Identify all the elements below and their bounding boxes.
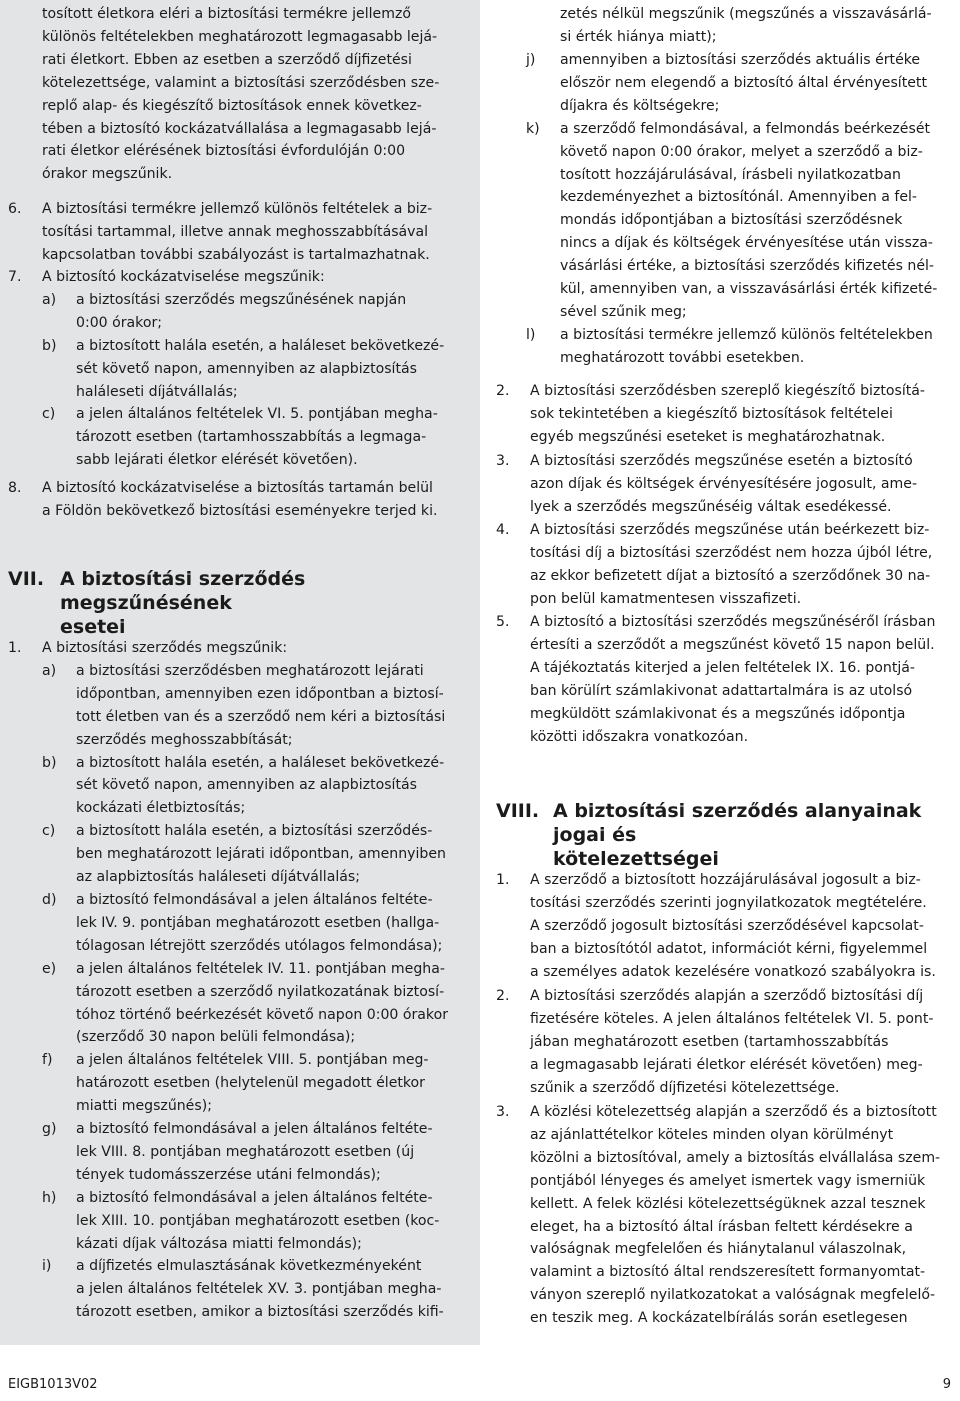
clause-text bbox=[530, 380, 958, 449]
sub-item-label: g) bbox=[42, 1121, 57, 1138]
text-line: sét követő napon, amennyiben az alapbiztosítás bbox=[76, 777, 417, 794]
text-line: pontjából lényeges és amelyet ismertek vagy ismerniük bbox=[530, 1172, 926, 1189]
sub-item bbox=[42, 820, 468, 889]
text-line: A biztosítási szerződés megszűnésének bbox=[60, 568, 306, 614]
text-line: en teszik meg. A kockázatelbírálás során esetlegesen bbox=[530, 1310, 908, 1327]
text-line: a legmagasabb lejárati életkor elérését követően) meg- bbox=[530, 1056, 923, 1073]
sub-item bbox=[42, 958, 468, 1050]
clause-6 bbox=[8, 198, 458, 267]
sub-item-label: a) bbox=[42, 662, 57, 679]
text-line: kötelezettségei bbox=[553, 848, 719, 870]
text-line: a Földön bekövetkező biztosítási eseményekre terjed ki. bbox=[42, 502, 438, 519]
text-line: a biztosított halála esetén, a haláleset bekövetkezé- bbox=[76, 337, 445, 354]
text-line: a jelen általános feltételek IV. 11. pontjában megha- bbox=[76, 960, 445, 977]
section-heading-viii bbox=[496, 799, 958, 871]
clause-number: 4. bbox=[496, 522, 510, 538]
sub-item-text bbox=[76, 752, 468, 821]
sub-item-text bbox=[76, 1255, 468, 1324]
clause-text bbox=[530, 611, 958, 748]
text-line: tározott esetben (tartamhosszabbítás a legmaga- bbox=[76, 429, 427, 446]
text-line: kockázati életbiztosítás; bbox=[76, 800, 246, 817]
clause-number: 1. bbox=[8, 640, 22, 656]
text-line: díjakra és költségekre; bbox=[560, 97, 720, 114]
text-line: ban a biztosítótól adatot, információt kérni, figyelemmel bbox=[530, 940, 928, 957]
text-line: A biztosítási szerződés megszűnik: bbox=[42, 640, 288, 656]
text-line: kapcsolatban további szabályozást is tartalmazhatnak. bbox=[42, 246, 430, 263]
clause-8 bbox=[8, 477, 468, 523]
clause-number: 3. bbox=[496, 1104, 510, 1120]
text-line: tosított hozzájárulásával, írásbeli nyilatkozatban bbox=[560, 166, 901, 183]
sub-item-label: d) bbox=[42, 891, 57, 908]
clause-number: 8. bbox=[8, 480, 22, 496]
clause-7 bbox=[8, 266, 458, 472]
clause-vii-2 bbox=[496, 380, 958, 449]
text-line: az ajánlattételkor köteles minden olyan körülményt bbox=[530, 1126, 894, 1143]
sub-item bbox=[42, 289, 458, 335]
text-line: határozott esetben (helytelenül megadott életkor bbox=[76, 1075, 425, 1092]
text-line: kötelezettsége, valamint a biztosítási szerződésben sze- bbox=[42, 74, 440, 91]
sub-item bbox=[42, 1187, 468, 1256]
text-line: a személyes adatok kezelésére vonatkozó szabályokra is. bbox=[530, 963, 936, 980]
text-line: 0:00 órakor; bbox=[76, 314, 163, 331]
text-line: a jelen általános feltételek VI. 5. pontjában megha- bbox=[76, 406, 438, 423]
page-number: 9 bbox=[942, 1377, 951, 1392]
sub-item-text bbox=[76, 1187, 468, 1256]
text-line: a jelen általános feltételek VIII. 5. pontjában meg- bbox=[76, 1052, 429, 1069]
section-number: VII. bbox=[8, 568, 45, 590]
text-line: tóhoz történő beérkezését követő napon 0:00 órakor bbox=[76, 1006, 448, 1023]
text-line: lek IV. 9. pontjában meghatározott esetben (hallga- bbox=[76, 914, 440, 931]
text-line: a szerződő felmondásával, a felmondás beérkezését bbox=[560, 120, 931, 137]
text-line: ben meghatározott lejárati időpontban, amennyiben bbox=[76, 846, 446, 863]
clause-text bbox=[42, 266, 458, 289]
sub-item-label: j) bbox=[526, 52, 536, 68]
text-line: időpontban, amennyiben ezen időpontban a biztosí- bbox=[76, 685, 444, 702]
text-line: rati életkort. Ebben az esetben a szerződő díjfizetési bbox=[42, 51, 412, 68]
text-line: a biztosított halála esetén, a biztosítási szerződés- bbox=[76, 823, 433, 840]
clause-text bbox=[530, 1101, 958, 1330]
text-line: tosítási szerződés szerinti jognyilatkozatok megtételére. bbox=[530, 894, 927, 911]
sub-item-text bbox=[76, 335, 458, 404]
text-line: A biztosító kockázatviselése a biztosítás tartamán belül bbox=[42, 480, 433, 496]
text-line: lek XIII. 10. pontjában meghatározott esetben (koc- bbox=[76, 1212, 440, 1229]
clause-sublist bbox=[42, 289, 458, 472]
text-line: meghatározott további esetekben. bbox=[560, 349, 805, 366]
sub-item-label: k) bbox=[526, 120, 540, 137]
text-line: szerződés meghosszabbítását; bbox=[76, 731, 293, 748]
text-line: megküldött számlakivonat és a megszűnés időpontja bbox=[530, 705, 906, 722]
clause-number: 2. bbox=[496, 988, 510, 1004]
sub-item-text bbox=[76, 889, 468, 958]
text-line: követő napon 0:00 órakor, melyet a szerződő a biz- bbox=[560, 143, 923, 160]
text-line: pon belül kamatmentesen visszafizeti. bbox=[530, 590, 802, 607]
text-line: (szerződő 30 napon belüli felmondása); bbox=[76, 1029, 356, 1046]
sub-item bbox=[42, 752, 468, 821]
text-line: tott életben van és a szerződő nem kéri a biztosítási bbox=[76, 708, 446, 725]
clause-text bbox=[530, 985, 958, 1100]
text-line: valóságnak megfelelően és hiánytalanul válaszolnak, bbox=[530, 1241, 907, 1258]
intro-paragraph bbox=[42, 3, 462, 186]
sub-item-label: i) bbox=[42, 1258, 52, 1275]
clause-number: 1. bbox=[496, 872, 510, 888]
text-line: replő alap- és kiegészítő biztosítások ennek következ- bbox=[42, 97, 422, 114]
clause-text bbox=[530, 450, 958, 519]
sub-item-text bbox=[76, 289, 458, 335]
text-line: szűnik a szerződő díjfizetési kötelezettsége. bbox=[530, 1079, 840, 1096]
sub-item-text bbox=[560, 49, 956, 118]
clause-number: 2. bbox=[496, 383, 510, 399]
text-line: az ekkor befizetett díjat a biztosító a szerződőnek 30 na- bbox=[530, 567, 931, 584]
text-line: a biztosító felmondásával a jelen általános feltéte- bbox=[76, 1121, 433, 1138]
sub-item-text bbox=[76, 820, 468, 889]
text-line: a biztosított halála esetén, a haláleset bekövetkezé- bbox=[76, 754, 445, 771]
clause-vii-5 bbox=[496, 611, 958, 748]
text-line: vásárlási értéke, a biztosítási szerződés kifizetés nél- bbox=[560, 258, 934, 275]
right-column bbox=[481, 0, 960, 1345]
text-line: egyéb megszűnési eseteket is meghatározhatnak. bbox=[530, 428, 886, 445]
text-line: si érték hiánya miatt); bbox=[560, 28, 717, 45]
text-line: ványon szereplő nyilatkozatokat a valóságnak megfelelő- bbox=[530, 1287, 936, 1304]
sub-item-label: a) bbox=[42, 291, 57, 308]
clause-viii-1 bbox=[496, 869, 958, 984]
sub-item-label: h) bbox=[42, 1189, 57, 1206]
text-line: tények tudomásszerzése utáni felmondás); bbox=[76, 1166, 381, 1183]
text-line: közölni a biztosítóval, amely a biztosítás elvállalása szem- bbox=[530, 1149, 941, 1166]
sub-item-text bbox=[560, 118, 956, 324]
text-line: A tájékoztatás kiterjed a jelen feltételek IX. 16. pontjá- bbox=[530, 659, 915, 676]
sub-item-text bbox=[560, 324, 956, 370]
right-sublist bbox=[526, 49, 956, 370]
sub-item bbox=[526, 118, 956, 324]
text-line: tólagosan létrejött szerződés utólagos felmondása); bbox=[76, 937, 443, 954]
text-line: A biztosítási szerződés megszűnése esetén a biztosító bbox=[530, 453, 913, 469]
text-line: tében a biztosító kockázatvállalása a legmagasabb lejá- bbox=[42, 120, 437, 137]
sub-item-label: b) bbox=[42, 337, 57, 354]
text-line: A szerződő jogosult biztosítási szerződésével kapcsolat- bbox=[530, 917, 924, 934]
text-line: A biztosítási szerződésben szereplő kiegészítő biztosítá- bbox=[530, 383, 926, 399]
text-line: jában meghatározott esetben (tartamhosszabbítás bbox=[530, 1033, 889, 1050]
sub-item bbox=[42, 1049, 468, 1118]
text-line: tározott esetben a szerződő nyilatkozatának biztosí- bbox=[76, 983, 445, 1000]
text-line: A szerződő a biztosított hozzájárulásával jogosult a biz- bbox=[530, 872, 921, 888]
text-line: miatti megszűnés); bbox=[76, 1098, 212, 1115]
sub-item-label: f) bbox=[42, 1052, 53, 1069]
continued-item-i bbox=[560, 3, 960, 49]
sub-item-text bbox=[76, 660, 468, 752]
text-line: haláleseti díjátvállalás; bbox=[76, 383, 238, 400]
text-line: eleget, ha a biztosító által írásban feltett kérdésekre a bbox=[530, 1218, 913, 1235]
text-line: amennyiben a biztosítási szerződés aktuális értéke bbox=[560, 52, 921, 68]
clause-vii-4 bbox=[496, 519, 958, 611]
text-line: a biztosítási szerződés megszűnésének napján bbox=[76, 291, 407, 308]
clause-number: 3. bbox=[496, 453, 510, 469]
document-code: EIGB1013V02 bbox=[8, 1377, 98, 1392]
sub-item bbox=[42, 1118, 468, 1187]
clause-viii-2 bbox=[496, 985, 958, 1100]
clause-number: 7. bbox=[8, 269, 22, 285]
text-line: sabb lejárati életkor elérését követően). bbox=[76, 452, 358, 469]
clause-vii-1 bbox=[8, 637, 468, 1324]
text-line: a biztosítási termékre jellemző különös feltételekben bbox=[560, 326, 933, 343]
clause-number: 5. bbox=[496, 614, 510, 630]
text-line: a biztosító felmondásával a jelen általános feltéte- bbox=[76, 891, 433, 908]
section-title bbox=[60, 567, 468, 639]
text-line: tározott esetben, amikor a biztosítási szerződés kifi- bbox=[76, 1304, 444, 1321]
text-line: az alapbiztosítás haláleseti díjátvállalás; bbox=[76, 869, 360, 886]
clause-text bbox=[530, 869, 958, 984]
text-line: valamint a biztosító által rendszeresített formanyomtat- bbox=[530, 1264, 926, 1281]
text-line: sét követő napon, amennyiben az alapbiztosítás bbox=[76, 360, 417, 377]
text-line: tosítási tartammal, illetve annak meghosszabbításával bbox=[42, 223, 429, 240]
text-line: A biztosítási szerződés megszűnése után beérkezett biz- bbox=[530, 522, 930, 538]
text-line: tosított életkora eléri a biztosítási termékre jellemző bbox=[42, 6, 411, 22]
clause-viii-3 bbox=[496, 1101, 958, 1330]
clause-vii-3 bbox=[496, 450, 958, 519]
text-line: A biztosítási szerződés alapján a szerződő biztosítási díj bbox=[530, 988, 924, 1004]
section-heading-vii bbox=[8, 567, 468, 639]
text-line: tosítási díj a biztosítási szerződést nem hozza újból létre, bbox=[530, 544, 933, 561]
section-title bbox=[553, 799, 958, 871]
text-line: kül, amennyiben van, a visszavásárlási érték kifizeté- bbox=[560, 281, 938, 298]
sub-item bbox=[526, 49, 956, 118]
clause-text bbox=[42, 198, 458, 267]
sub-item-label: e) bbox=[42, 960, 57, 977]
sub-item-text bbox=[76, 1049, 468, 1118]
text-line: ban körülírt számlakivonat adattartalmára is az utolsó bbox=[530, 682, 913, 699]
text-line: A biztosító a biztosítási szerződés megszűnéséről írásban bbox=[530, 614, 936, 630]
text-line: A közlési kötelezettség alapján a szerződő és a biztosított bbox=[530, 1104, 937, 1120]
text-line: A biztosítási szerződés alanyainak jogai és bbox=[553, 800, 922, 846]
text-line: nincs a díjak és költségek érvényesítése után vissza- bbox=[560, 235, 933, 252]
text-line: rati életkor elérésének biztosítási évfordulóján 0:00 bbox=[42, 143, 406, 160]
text-line: esetei bbox=[60, 616, 126, 638]
sub-item bbox=[42, 1255, 468, 1324]
text-line: sok tekintetében a kiegészítő biztosítások feltételei bbox=[530, 405, 893, 422]
text-line: kezdeményezhet a biztosítónál. Amennyiben a fel- bbox=[560, 189, 918, 206]
clause-text bbox=[42, 637, 468, 660]
sub-item-text bbox=[76, 1118, 468, 1187]
text-line: kellett. A felek közlési kötelezettségüknek azzal tesznek bbox=[530, 1195, 926, 1212]
text-line: lek VIII. 8. pontjában meghatározott esetben (új bbox=[76, 1143, 415, 1160]
text-line: zetés nélkül megszűnik (megszűnés a visszavásárlá- bbox=[560, 6, 932, 22]
clause-text bbox=[530, 519, 958, 611]
clause-sublist bbox=[526, 49, 956, 370]
left-column bbox=[0, 0, 480, 1345]
text-line: először nem elegendő a biztosító által érvényesített bbox=[560, 74, 927, 91]
sub-item bbox=[526, 324, 956, 370]
clause-sublist bbox=[42, 660, 468, 1324]
sub-item-label: c) bbox=[42, 406, 56, 423]
text-line: kázati díjak változása miatti felmondás); bbox=[76, 1235, 362, 1252]
text-line: sével szűnik meg; bbox=[560, 303, 687, 320]
text-line: különös feltételekben meghatározott legmagasabb lejá- bbox=[42, 28, 438, 45]
clause-text bbox=[42, 477, 468, 523]
text-line: A biztosító kockázatviselése megszűnik: bbox=[42, 269, 325, 285]
section-number: VIII. bbox=[496, 800, 540, 822]
text-line: A biztosítási termékre jellemző különös feltételek a biz- bbox=[42, 201, 433, 217]
text-line: a díjfizetés elmulasztásának következményeként bbox=[76, 1258, 422, 1275]
text-line: lyek a szerződés megszűnéséig váltak esedékessé. bbox=[530, 498, 892, 515]
text-line: fizetésére köteles. A jelen általános feltételek VI. 5. pont- bbox=[530, 1010, 934, 1027]
sub-item-label: b) bbox=[42, 754, 57, 771]
sub-item bbox=[42, 889, 468, 958]
text-line: a biztosító felmondásával a jelen általános feltéte- bbox=[76, 1189, 433, 1206]
text-line: a jelen általános feltételek XV. 3. pontjában megha- bbox=[76, 1281, 442, 1298]
sub-item-label: c) bbox=[42, 823, 56, 840]
text-line: közötti időszakra vonatkozóan. bbox=[530, 728, 749, 745]
text-line: órakor megszűnik. bbox=[42, 166, 173, 183]
sub-item bbox=[42, 660, 468, 752]
sub-item-label: l) bbox=[526, 326, 536, 343]
sub-item bbox=[42, 403, 458, 472]
text-line: azon díjak és költségek érvényesítésére jogosult, ame- bbox=[530, 475, 918, 492]
text-line: a biztosítási szerződésben meghatározott lejárati bbox=[76, 662, 424, 679]
clause-number: 6. bbox=[8, 201, 22, 217]
text-line: értesíti a szerződőt a megszűnést követő 15 napon belül. bbox=[530, 636, 935, 653]
sub-item-text bbox=[76, 958, 468, 1050]
text-line: mondás időpontjában a biztosítási szerződésnek bbox=[560, 212, 903, 229]
sub-item-text bbox=[76, 403, 458, 472]
sub-item bbox=[42, 335, 458, 404]
